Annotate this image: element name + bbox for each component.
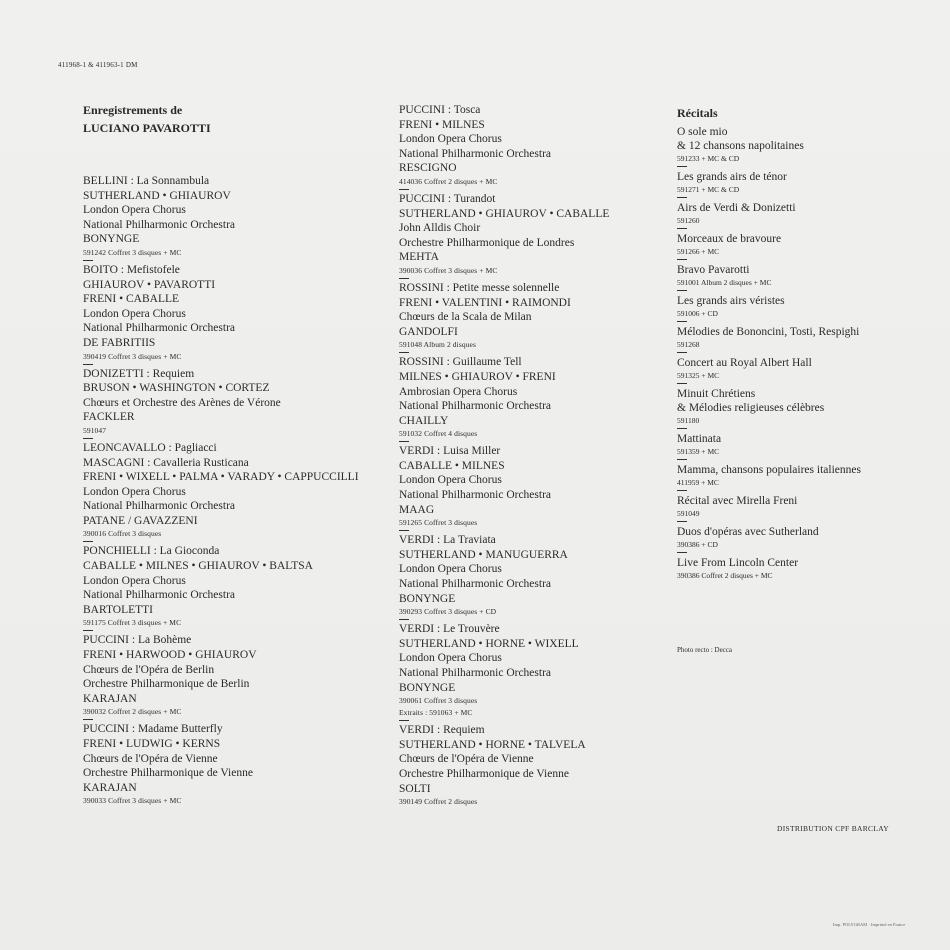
entry-line: BARTOLETTI (83, 603, 154, 616)
entry-separator (677, 521, 687, 522)
entry-line: National Philharmonic Orchestra (399, 147, 552, 160)
entry-title: Live From Lincoln Center (677, 557, 799, 569)
entry-title: ROSSINI : Guillaume Tell (399, 356, 522, 369)
catalog-ref: 591266 + MC (677, 247, 720, 256)
recording-entry (83, 438, 359, 541)
recording-entry (399, 352, 609, 440)
entry-line: CABALLE • MILNES (399, 459, 505, 472)
entry-separator (399, 189, 409, 190)
catalog-ref: 591006 + CD (677, 309, 718, 318)
entry-line: Chœurs de l'Opéra de Vienne (399, 753, 534, 766)
entry-line: & Mélodies religieuses célèbres (677, 402, 825, 414)
entry-line: London Opera Chorus (83, 307, 186, 320)
entry-line: BONYNGE (399, 681, 456, 694)
catalog-ref: 390386 + CD (677, 540, 718, 549)
entry-title: Minuit Chrétiens (677, 388, 756, 400)
recording-entry (399, 441, 609, 529)
entry-line: John Alldis Choir (399, 222, 481, 235)
heading-recitals: Récitals (677, 106, 718, 120)
entry-line: SUTHERLAND • GHIAUROV (83, 189, 231, 202)
entry-title: VERDI : Requiem (399, 724, 485, 737)
catalog-ref: 390032 Coffret 2 disques + MC (83, 707, 182, 717)
entry-line: Orchestre Philharmonique de Vienne (399, 767, 569, 780)
entry-separator (399, 720, 409, 721)
catalog-ref-extract: Extraits : 591063 + MC (399, 708, 473, 718)
entry-title: VERDI : Le Trouvère (399, 623, 500, 636)
entry-separator (83, 541, 93, 542)
catalog-ref: 390419 Coffret 3 disques + MC (83, 351, 182, 361)
entry-line: Chœurs et Orchestre des Arènes de Vérone (83, 396, 281, 409)
recording-entry (83, 364, 359, 437)
entry-title: Concert au Royal Albert Hall (677, 357, 812, 369)
catalog-ref: 390016 Coffret 3 disques (83, 529, 162, 539)
entry-separator (83, 438, 93, 439)
entry-separator (399, 619, 409, 620)
entry-separator (83, 630, 93, 631)
entry-line: KARAJAN (83, 692, 137, 705)
recording-entry (83, 719, 359, 807)
entry-line: National Philharmonic Orchestra (399, 400, 552, 413)
entry-line: Ambrosian Opera Chorus (399, 385, 518, 398)
catalog-ref: 390293 Coffret 3 disques + CD (399, 607, 497, 617)
entry-separator (399, 352, 409, 353)
entry-line: National Philharmonic Orchestra (83, 322, 236, 335)
entry-line: National Philharmonic Orchestra (83, 589, 236, 602)
recording-entry (677, 290, 861, 320)
entry-title: PUCCINI : Madame Butterfly (83, 723, 223, 736)
catalog-ref: 390149 Coffret 2 disques (399, 797, 478, 807)
entry-separator (677, 383, 687, 384)
recording-entry (677, 490, 861, 520)
entry-line: GANDOLFI (399, 325, 458, 338)
entry-title: Mamma, chansons populaires italiennes (677, 464, 861, 476)
recording-entry (677, 383, 861, 427)
entry-separator (677, 197, 687, 198)
entry-title: PONCHIELLI : La Gioconda (83, 545, 220, 558)
entry-separator (83, 260, 93, 261)
entry-line: SUTHERLAND • GHIAUROV • CABALLE (399, 207, 610, 220)
heading-line-2: LUCIANO PAVAROTTI (83, 121, 211, 135)
entry-title: O sole mio (677, 126, 728, 138)
catalog-ref: 591047 (83, 425, 107, 435)
recording-entry (399, 278, 609, 351)
entry-line: PATANE / GAVAZZENI (83, 514, 198, 527)
column-operas-2 (399, 103, 609, 808)
entry-line: MASCAGNI : Cavalleria Rusticana (83, 456, 249, 469)
entry-separator (399, 530, 409, 531)
entry-line: Chœurs de l'Opéra de Vienne (83, 752, 218, 765)
entry-line: FRENI • VALENTINI • RAIMONDI (399, 296, 571, 309)
entry-line: Orchestre Philharmonique de Vienne (83, 767, 253, 780)
entry-title: PUCCINI : Turandot (399, 192, 496, 205)
heading-line-1: Enregistrements de (83, 103, 183, 117)
recording-entry (677, 197, 861, 227)
catalog-ref: 591032 Coffret 4 disques (399, 429, 478, 439)
entry-separator (677, 552, 687, 553)
entry-title: BELLINI : La Sonnambula (83, 175, 210, 187)
recording-entry (83, 630, 359, 718)
catalog-ref: 390061 Coffret 3 disques (399, 696, 478, 706)
entry-title: Mélodies de Bononcini, Tosti, Respighi (677, 326, 860, 338)
entry-line: London Opera Chorus (399, 652, 502, 665)
entry-line: Chœurs de l'Opéra de Berlin (83, 663, 215, 676)
recording-entry (399, 103, 609, 188)
imprint: Imp. POLYGRAM · Imprimé en France (833, 922, 906, 927)
recording-entry (399, 720, 609, 808)
entry-separator (399, 278, 409, 279)
entry-separator (83, 364, 93, 365)
catalog-ref: 414036 Coffret 2 disques + MC (399, 176, 498, 186)
catalog-number: 411968-1 & 411963-1 DM (58, 61, 138, 69)
entry-line: BRUSON • WASHINGTON • CORTEZ (83, 382, 270, 395)
entry-separator (677, 428, 687, 429)
recording-entry (83, 260, 359, 363)
recording-entry (677, 125, 861, 165)
entry-separator (677, 321, 687, 322)
recording-entry (677, 321, 861, 351)
entry-separator (677, 290, 687, 291)
entry-line: FRENI • WIXELL • PALMA • VARADY • CAPPUCCILLI (83, 471, 359, 484)
entry-line: FRENI • LUDWIG • KERNS (83, 738, 221, 750)
catalog-ref: 591048 Album 2 disques (399, 340, 476, 350)
entry-line: GHIAUROV • PAVAROTTI (83, 278, 216, 291)
entry-title: ROSSINI : Petite messe solennelle (399, 281, 560, 294)
entry-title: Mattinata (677, 433, 722, 445)
catalog-ref: 591180 (677, 416, 700, 425)
entry-line: KARAJAN (83, 781, 137, 794)
recording-entry (677, 521, 861, 551)
entry-line: Orchestre Philharmonique de Berlin (83, 678, 250, 691)
catalog-ref: 591242 Coffret 3 disques + MC (83, 247, 182, 257)
entry-separator (677, 228, 687, 229)
catalog-ref: 390036 Coffret 3 disques + MC (399, 265, 498, 275)
entry-title: Les grands airs véristes (677, 295, 785, 307)
entry-title: Récital avec Mirella Freni (677, 495, 798, 507)
catalog-ref: 591049 (677, 509, 700, 518)
entry-line: FRENI • MILNES (399, 118, 485, 131)
recording-entry (83, 174, 359, 259)
catalog-ref: 591268 (677, 340, 700, 349)
recording-entry (677, 459, 861, 489)
recording-entry (399, 530, 609, 618)
entry-separator (399, 441, 409, 442)
entry-line: MAAG (399, 503, 435, 516)
entry-line: CHAILLY (399, 414, 449, 427)
entry-line: London Opera Chorus (399, 133, 502, 146)
entry-separator (677, 352, 687, 353)
entry-title: PUCCINI : Tosca (399, 104, 481, 116)
entry-line: SUTHERLAND • HORNE • WIXELL (399, 637, 579, 650)
entry-line: BONYNGE (83, 233, 140, 246)
entry-line: & 12 chansons napolitaines (677, 140, 804, 152)
recording-entry (677, 552, 861, 582)
entry-line: FACKLER (83, 411, 135, 424)
recording-entry (399, 619, 609, 719)
entry-line: SUTHERLAND • MANUGUERRA (399, 548, 568, 561)
entry-separator (677, 490, 687, 491)
entry-title: Les grands airs de ténor (677, 171, 787, 183)
photo-credit: Photo recto : Decca (677, 646, 733, 654)
heading-recordings (83, 101, 211, 137)
entry-line: Orchestre Philharmonique de Londres (399, 236, 575, 249)
entry-line: MILNES • GHIAUROV • FRENI (399, 370, 556, 383)
catalog-ref: 591359 + MC (677, 447, 720, 456)
recording-entry (677, 166, 861, 196)
entry-line: National Philharmonic Orchestra (83, 218, 236, 231)
entry-title: LEONCAVALLO : Pagliacci (83, 441, 217, 454)
column-recitals (677, 125, 861, 582)
recording-entry (677, 259, 861, 289)
catalog-ref: 591175 Coffret 3 disques + MC (83, 618, 182, 628)
entry-title: VERDI : Luisa Miller (399, 445, 501, 458)
entry-separator (677, 259, 687, 260)
entry-title: DONIZETTI : Requiem (83, 367, 195, 380)
catalog-ref: 591325 + MC (677, 371, 720, 380)
entry-line: London Opera Chorus (83, 485, 186, 498)
catalog-ref: 591001 Album 2 disques + MC (677, 278, 772, 287)
catalog-ref: 591271 + MC & CD (677, 185, 740, 194)
entry-line: London Opera Chorus (399, 474, 502, 487)
entry-title: PUCCINI : La Bohème (83, 634, 192, 647)
catalog-ref: 591233 + MC & CD (677, 154, 740, 163)
entry-line: National Philharmonic Orchestra (399, 489, 552, 502)
entry-line: FRENI • HARWOOD • GHIAUROV (83, 649, 257, 662)
catalog-ref: 591265 Coffret 3 disques (399, 518, 478, 528)
entry-line: FRENI • CABALLE (83, 293, 180, 306)
entry-line: RESCIGNO (399, 162, 457, 175)
entry-title: BOITO : Mefistofele (83, 263, 180, 276)
entry-line: National Philharmonic Orchestra (83, 500, 236, 513)
recording-entry (677, 228, 861, 258)
entry-line: London Opera Chorus (399, 563, 502, 576)
entry-line: National Philharmonic Orchestra (399, 667, 552, 679)
recording-entry (83, 541, 359, 629)
recording-entry (677, 352, 861, 382)
column-operas-1 (83, 174, 359, 807)
catalog-ref: 591260 (677, 216, 700, 225)
entry-line: MEHTA (399, 251, 439, 264)
recording-entry (399, 189, 609, 277)
catalog-ref: 411959 + MC (677, 478, 719, 487)
entry-separator (83, 719, 93, 720)
entry-title: Bravo Pavarotti (677, 264, 750, 276)
entry-line: SUTHERLAND • HORNE • TALVELA (399, 738, 586, 751)
entry-line: Chœurs de la Scala de Milan (399, 311, 532, 324)
entry-line: London Opera Chorus (83, 204, 186, 217)
catalog-ref: 390033 Coffret 3 disques + MC (83, 796, 182, 806)
recording-entry (677, 428, 861, 458)
entry-line: CABALLE • MILNES • GHIAUROV • BALTSA (83, 560, 313, 573)
entry-title: VERDI : La Traviata (399, 534, 496, 547)
catalog-ref: 390386 Coffret 2 disques + MC (677, 571, 773, 580)
entry-line: BONYNGE (399, 592, 456, 605)
entry-line: National Philharmonic Orchestra (399, 578, 552, 591)
entry-separator (677, 166, 687, 167)
entry-title: Duos d'opéras avec Sutherland (677, 526, 819, 538)
distribution-credit: DISTRIBUTION CPF BARCLAY (777, 824, 889, 833)
entry-line: DE FABRITIIS (83, 336, 156, 349)
entry-line: SOLTI (399, 782, 431, 795)
entry-title: Airs de Verdi & Donizetti (677, 202, 796, 214)
entry-line: London Opera Chorus (83, 574, 186, 587)
entry-separator (677, 459, 687, 460)
entry-title: Morceaux de bravoure (677, 233, 782, 245)
